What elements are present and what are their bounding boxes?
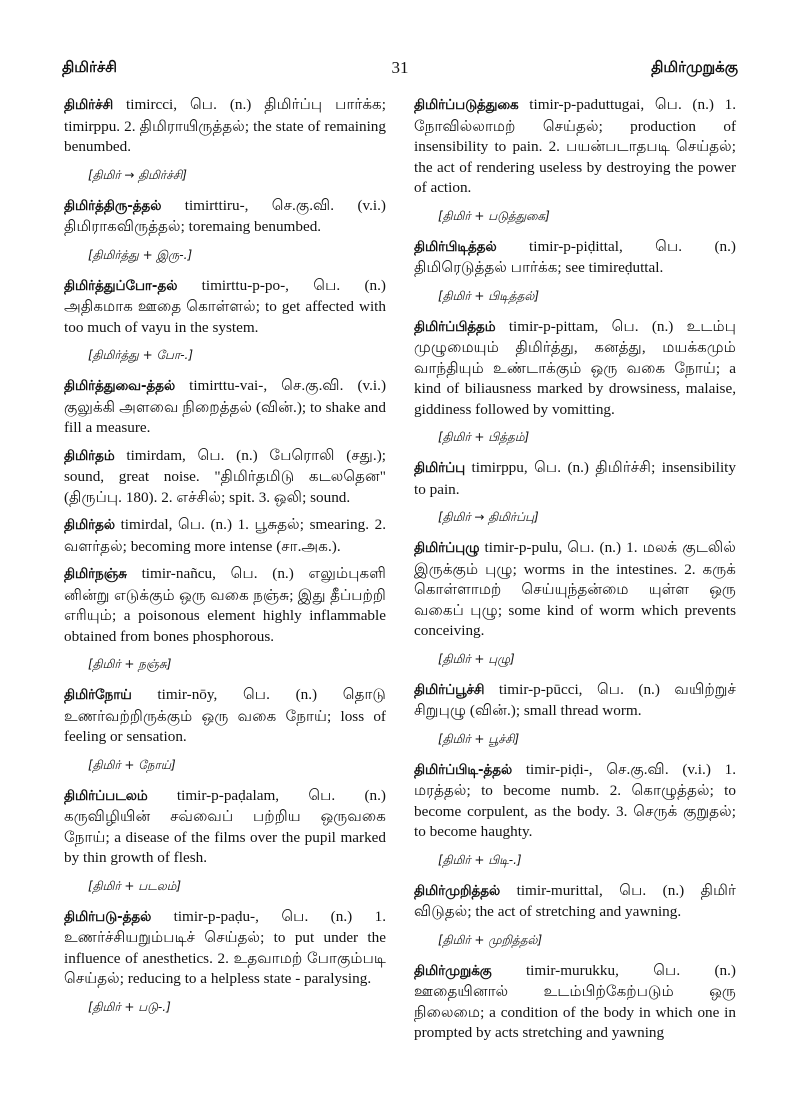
entry-definition: timir-nōy, பெ. (n.) தொடு உணர்வற்றிருக்கும் ஒரு வகை நோய்; loss of feeling or sensation. bbox=[64, 686, 386, 745]
headword: திமிர்த்திரு-த்தல் bbox=[64, 198, 162, 214]
headword: திமிர்ப்பு bbox=[414, 461, 466, 476]
headword: திமிர்தல் bbox=[64, 518, 115, 533]
etymology: [திமிர் + படுத்துகை] bbox=[438, 208, 550, 223]
headword: திமிர்ப்பிடி-த்தல் bbox=[414, 762, 513, 778]
etymology: [திமிர் + பிடித்தல்] bbox=[438, 288, 540, 303]
dictionary-entry bbox=[64, 196, 386, 238]
entry-definition: timirttu-vai-, செ.கு.வி. (v.i.) குலுக்கி அளவை நிறைத்தல் (வின்.); to shake and fill a measure. bbox=[64, 377, 386, 436]
headword: திமிர்நோய் bbox=[64, 688, 132, 703]
entry-definition: timir-p-paḍalam, பெ. (n.) கருவிழியின் சவ்வைப் பற்றிய ஒருவகை நோய்; a disease of the films over the pupil marked by thin growth of flesh. bbox=[64, 786, 386, 866]
etymology: [திமிர் → திமிர்ப்பு] bbox=[438, 510, 539, 524]
etymology: [திமிர் + நஞ்சு] bbox=[88, 657, 172, 671]
entry-definition: timircci, பெ. (n.) திமிர்ப்பு பார்க்க; timirppu. 2. திமிராயிருத்தல்; the state of remaining benumbed. bbox=[64, 96, 386, 155]
headword: திமிர்ப்பித்தம் bbox=[414, 319, 496, 335]
entry-definition: timir-p-pittam, பெ. (n.) உடம்பு முழுமையும் திமிர்த்து, கனத்து, மயக்கமும் வாந்தியும் உண்டாக்கும் ஒரு வகை நோய்; a kind of biliausness marked by drowsiness, malaise, giddiness followed by vomitting. bbox=[414, 317, 736, 418]
entry-definition: timirttu-p-po-, பெ. (n.) அதிகமாக ஊதை கொள்ளல்; to get affected with too much of vayu in the system. bbox=[64, 276, 386, 336]
headword: திமிர்நஞ்சு bbox=[64, 567, 127, 582]
headword: திமிர்முறித்தல் bbox=[414, 883, 501, 899]
etymology: [திமிர் + படு-.] bbox=[88, 999, 171, 1014]
page-header bbox=[62, 58, 738, 84]
headword: திமிர்ப்புழு bbox=[414, 541, 480, 556]
entry-definition: timir-p-pūcci, பெ. (n.) வயிற்றுச் சிறுபுழு (வின்.); small thread worm. bbox=[414, 680, 736, 719]
header-left-guideword: திமிர்ச்சி bbox=[62, 58, 117, 76]
dictionary-entry bbox=[414, 538, 736, 642]
entry-definition: timir-p-paḍu-, பெ. (n.) 1. உணர்ச்சியறும்படிச் செய்தல்; to put under the influence of anesthetics. 2. உதவாமற் போகும்படி செய்தல்; reducing to a helpless state - paralysing. bbox=[64, 907, 386, 987]
dictionary-entry bbox=[64, 95, 386, 158]
headword: திமிர்ப்படலம் bbox=[64, 788, 148, 804]
dictionary-entry bbox=[64, 376, 386, 439]
headword: திமிர்தம் bbox=[64, 448, 115, 464]
entry-definition: timirdal, பெ. (n.) 1. பூசுதல்; smearing. 2. வளர்தல்; becoming more intense (சா.அக.). bbox=[64, 516, 386, 555]
headword: திமிர்ச்சி bbox=[64, 98, 114, 113]
etymology: [திமிர் + முறித்தல்] bbox=[438, 932, 543, 947]
etymology: [திமிர் → திமிர்ச்சி] bbox=[88, 167, 187, 182]
dictionary-entry bbox=[414, 95, 736, 199]
page-number: 31 bbox=[391, 58, 409, 77]
right-column bbox=[414, 95, 736, 1051]
entry-definition: timir-murittal, பெ. (n.) திமிர் விடுதல்; the act of stretching and yawning. bbox=[414, 881, 736, 920]
entry-definition: timir-p-pulu, பெ. (n.) 1. மலக் குடலில் இருக்கும் புழு; worms in the intestines. 2. கருக் கொள்ளாமற் செய்யுந்தன்மை யுள்ள ஒரு வகைப் புழு; some kind of worm which prevents conceiving. bbox=[414, 539, 736, 639]
entry-definition: timir-p-paduttugai, பெ. (n.) 1. நோவில்லாமற் செய்தல்; production of insensibility to pain. 2. பயன்படாதபடி செய்தல்; the act of rendering useless by destroying the power of action. bbox=[414, 96, 736, 196]
headword: திமிர்த்துப்போ-தல் bbox=[64, 278, 178, 294]
entry-definition: timirdam, பெ. (n.) பேரொலி (சது.); sound, great noise. "திமிர்தமிடு கடலதென" (திருப்பு. 180). 2. எச்சில்; spit. 3. ஒலி; sound. bbox=[64, 446, 386, 506]
etymology: [திமிர் + பிடி-.] bbox=[438, 852, 522, 867]
dictionary-entry bbox=[414, 760, 736, 843]
dictionary-entry bbox=[64, 564, 386, 647]
entry-definition: timir-piḍi-, செ.கு.வி. (v.i.) 1. மரத்தல்; to become numb. 2. கொழுத்தல்; to become corpulent, as the body. 3. செருக் குறுதல்; to become haughty. bbox=[414, 760, 736, 840]
dictionary-entry bbox=[414, 881, 736, 923]
headword: திமிர்ப்பூச்சி bbox=[414, 682, 485, 698]
entry-definition: timir-p-piḍittal, பெ. (n.) திமிரெடுத்தல் பார்க்க; see timireḍuttal. bbox=[414, 237, 736, 276]
etymology: [திமிர் + பூச்சி] bbox=[438, 731, 520, 746]
headword: திமிர்பிடித்தல் bbox=[414, 239, 497, 255]
headword: திமிர்ப்படுத்துகை bbox=[414, 98, 519, 113]
dictionary-entry bbox=[414, 458, 736, 500]
dictionary-entry bbox=[64, 276, 386, 339]
entry-definition: timirppu, பெ. (n.) திமிர்ச்சி; insensibility to pain. bbox=[414, 459, 736, 498]
dictionary-entry bbox=[64, 515, 386, 557]
etymology: [திமிர் + பித்தம்] bbox=[438, 430, 530, 444]
etymology: [திமிர் + நோய்] bbox=[88, 757, 176, 772]
dictionary-entry bbox=[414, 237, 736, 279]
entry-definition: timir-murukku, பெ. (n.) ஊதையினால் உடம்பிற்கேற்படும் ஒரு நிலைமை; a condition of the body in which one in prompted by acts stretching and yawning bbox=[414, 961, 736, 1041]
dictionary-entry bbox=[414, 961, 736, 1044]
headword: திமிர்முறுக்கு bbox=[414, 963, 492, 979]
etymology: [திமிர் + புழு] bbox=[438, 651, 515, 666]
headword: திமிர்படு-த்தல் bbox=[64, 909, 152, 925]
dictionary-entry bbox=[64, 786, 386, 869]
headword: திமிர்த்துவை-த்தல் bbox=[64, 379, 176, 394]
header-right-guideword: திமிர்முறுக்கு bbox=[651, 58, 738, 76]
entry-definition: timir-nañcu, பெ. (n.) எலும்புகளி னின்று எடுக்கும் ஒரு வகை நஞ்சு; இது தீப்பற்றி எரியும்; a poisonous element highly inflammable obtained from bones phosphorous. bbox=[64, 565, 386, 645]
dictionary-entry bbox=[414, 317, 736, 421]
entry-definition: timirttiru-, செ.கு.வி. (v.i.) திமிராகவிருத்தல்; toremaing benumbed. bbox=[64, 196, 386, 235]
dictionary-entry bbox=[414, 680, 736, 722]
dictionary-entry bbox=[64, 685, 386, 748]
left-column bbox=[64, 95, 386, 1028]
etymology: [திமிர் + படலம்] bbox=[88, 878, 182, 893]
dictionary-entry bbox=[64, 907, 386, 990]
dictionary-entry bbox=[64, 446, 386, 509]
etymology: [திமிர்த்து + இரு-.] bbox=[88, 247, 193, 262]
etymology: [திமிர்த்து + போ-.] bbox=[88, 348, 194, 362]
